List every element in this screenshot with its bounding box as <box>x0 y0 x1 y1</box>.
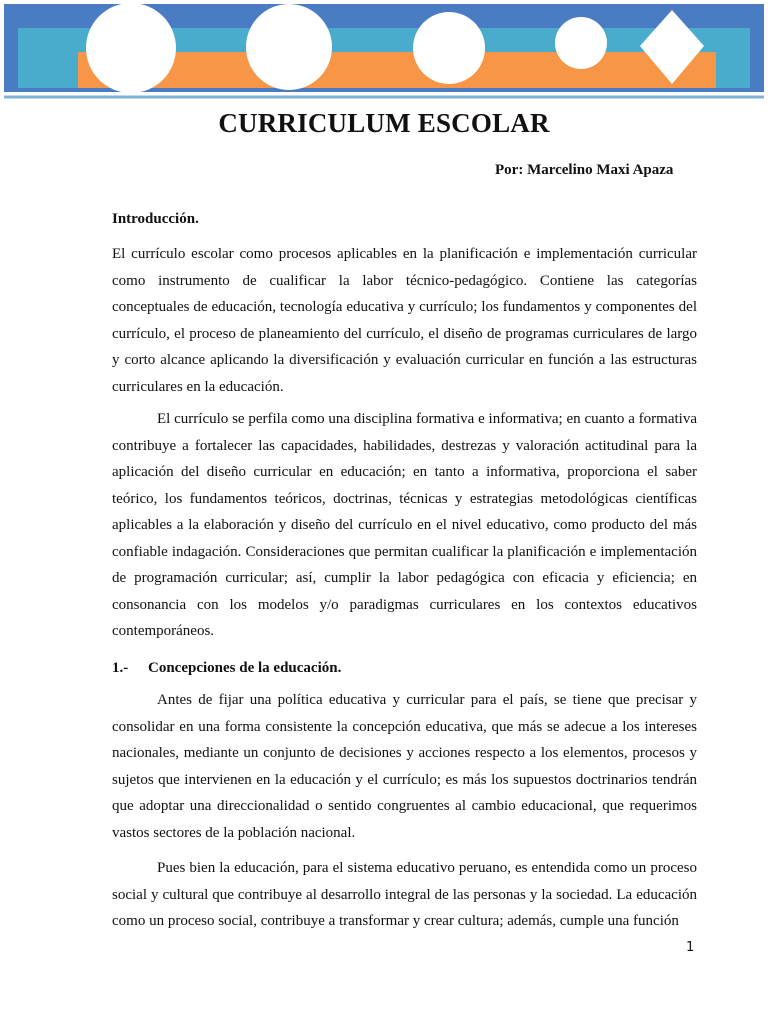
intro-paragraph-2: El currículo se perfila como una disciplina formativa e informativa; en cuanto a formativa contribuye a fortalecer las capacidades, habilidades, destrezas y valoración actitudinal para la aplicación del diseño curricular en educación; en tanto a informativa, proporciona el saber teórico, los fundamentos teóricos, doctrinas, técnicas y estrategias metodológicas científicas aplicables a la elaboración y diseño del currículo en el nivel educativo, como producto del más confiable indagación. Consideraciones que permitan cualificar la planificación e implementación de programación curricular; así, cumplir la labor pedagógica con eficacia y eficiencia; en consonancia con los modelos y/o paradigmas curriculares en los contextos educativos contemporáneos. <box>112 411 697 639</box>
section-1-title: Concepciones de la educación. <box>148 660 342 676</box>
document-title: CURRICULUM ESCOLAR <box>218 108 550 138</box>
header-banner <box>0 0 768 102</box>
section-1-number: 1.- <box>112 660 129 676</box>
banner-circle-1 <box>86 3 176 93</box>
intro-heading: Introducción. <box>112 211 199 227</box>
page-number: 1 <box>686 940 695 955</box>
banner-circle-3 <box>413 12 485 84</box>
intro-paragraph-1: El currículo escolar como procesos aplicables en la planificación e implementación curricular como instrumento de cualificar la labor técnico-pedagógico. Contiene las categorías conceptuales de educación, tecnología educativa y currículo; los fundamentos y componentes del currículo, el proceso de planeamiento del currículo, el diseño de programas curriculares de largo y corto alcance aplicando la diversificación y evaluación curricular en función a las estructuras curriculares en la educación. <box>112 246 697 395</box>
banner-circle-4 <box>555 17 607 69</box>
section-1-paragraph-1: Antes de fijar una política educativa y curricular para el país, se tiene que precisar y consolidar en una forma consistente la concepción educativa, que más se adecue a los intereses nacionales, mediante un conjunto de decisiones y acciones respecto a los elementos, procesos y sujetos que intervienen en la educación y el currículo; es más los supuestos doctrinarios tendrán que adoptar una direccionalidad o sentido congruentes al cambio educacional, que requerimos vastos sectores de la población nacional. <box>112 692 697 841</box>
section-1-paragraph-2: Pues bien la educación, para el sistema educativo peruano, es entendida como un proceso social y cultural que contribuye al desarrollo integral de las personas y la sociedad. La educación como un proceso social, contribuye a transformar y crear cultura; además, cumple una función <box>112 860 697 929</box>
section-1-heading <box>112 660 341 677</box>
banner-circle-2 <box>246 4 332 90</box>
document-author: Por: Marcelino Maxi Apaza <box>495 162 674 178</box>
